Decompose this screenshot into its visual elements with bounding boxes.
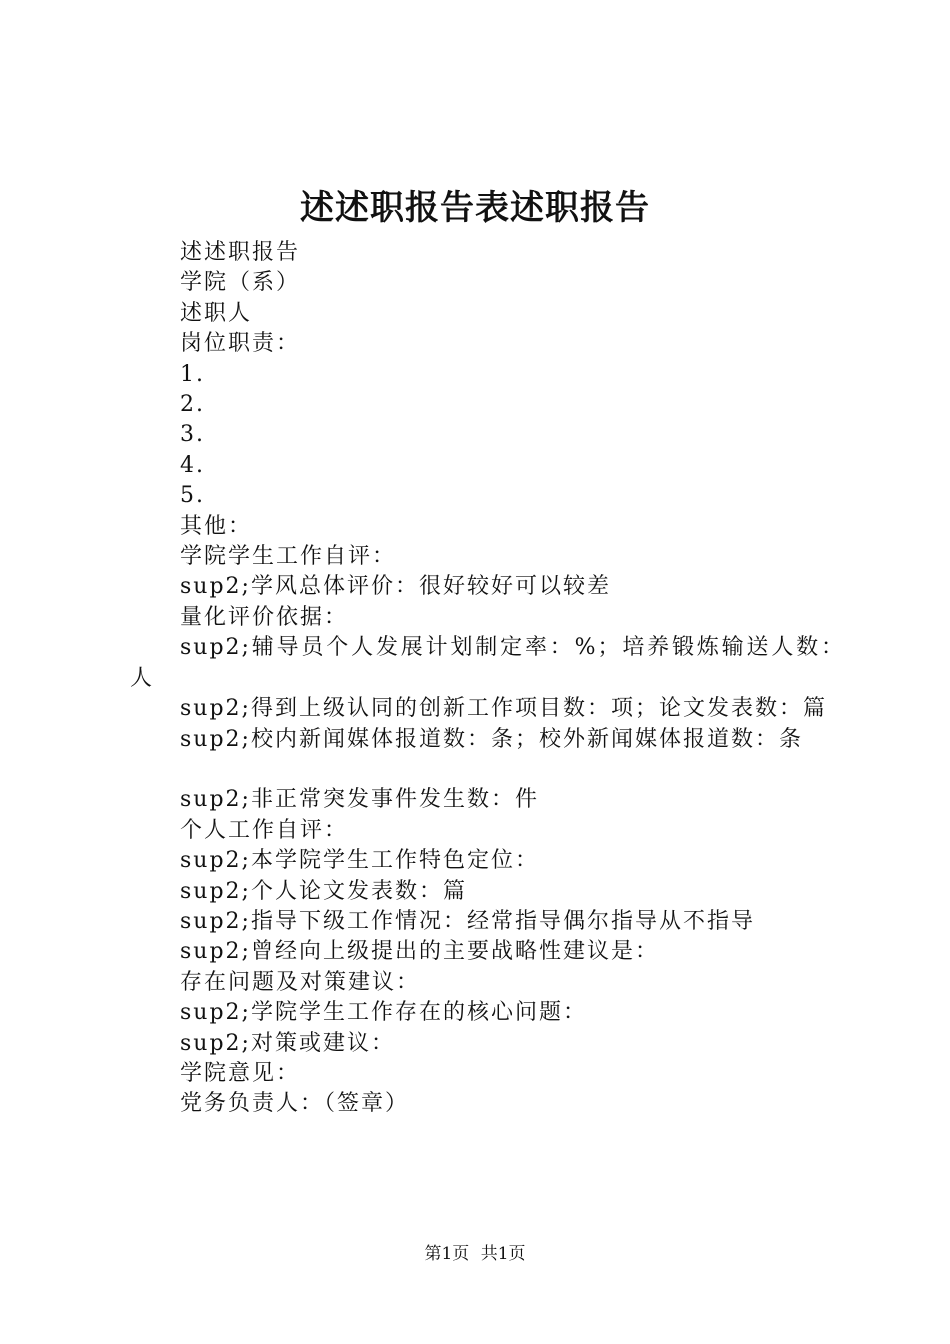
doc-line: sup2;辅导员个人发展计划制定率：%；培养锻炼输送人数：人 xyxy=(130,635,845,691)
doc-line: 学院意见： xyxy=(180,1060,301,1086)
doc-line: 3. xyxy=(180,422,205,448)
page-total: 共1页 xyxy=(480,1244,526,1264)
doc-line: 岗位职责： xyxy=(180,331,301,357)
doc-line: 学院学生工作自评： xyxy=(180,544,397,570)
page-footer xyxy=(0,1242,950,1266)
document-title: 述述职报告表述职报告 xyxy=(300,188,650,228)
doc-line: sup2;学风总体评价：很好较好可以较差 xyxy=(180,574,611,600)
doc-line: 2. xyxy=(180,392,205,418)
doc-line: 量化评价依据： xyxy=(180,604,349,630)
doc-line: 学院（系） xyxy=(180,270,301,296)
doc-line: 述述职报告 xyxy=(180,240,301,265)
doc-line: sup2;指导下级工作情况：经常指导偶尔指导从不指导 xyxy=(180,908,755,934)
doc-line: sup2;非正常突发事件发生数：件 xyxy=(180,787,539,813)
page-number: 第1页 xyxy=(424,1244,470,1264)
doc-line: sup2;得到上级认同的创新工作项目数：项；论文发表数：篇 xyxy=(180,696,827,722)
doc-line: sup2;校内新闻媒体报道数：条；校外新闻媒体报道数：条 xyxy=(180,726,803,752)
doc-line: 存在问题及对策建议： xyxy=(180,969,421,995)
doc-line: sup2;学院学生工作存在的核心问题： xyxy=(180,1000,587,1026)
doc-line: 1. xyxy=(180,361,205,387)
document-body xyxy=(130,238,845,1120)
doc-line: 其他： xyxy=(180,513,253,539)
doc-line: 述职人 xyxy=(180,300,253,326)
doc-line: 4. xyxy=(180,452,205,478)
doc-line: sup2;对策或建议： xyxy=(180,1030,395,1056)
doc-line: sup2;个人论文发表数：篇 xyxy=(180,878,467,904)
doc-line: 5. xyxy=(180,483,205,509)
doc-line: 党务负责人：（签章） xyxy=(180,1091,410,1117)
doc-line: sup2;本学院学生工作特色定位： xyxy=(180,848,539,874)
doc-line: sup2;曾经向上级提出的主要战略性建议是： xyxy=(180,939,659,965)
doc-line: 个人工作自评： xyxy=(180,817,349,843)
